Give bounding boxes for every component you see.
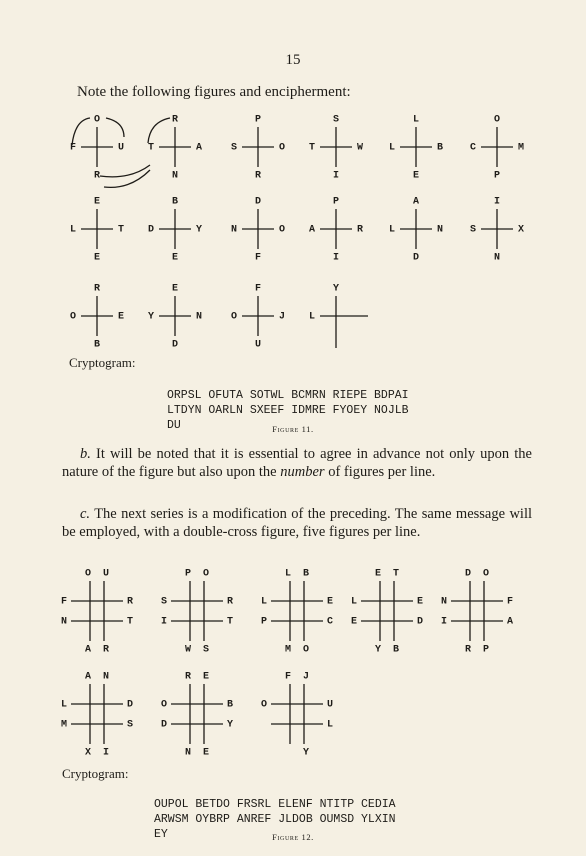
- cross-letter-bottom: R: [464, 644, 472, 656]
- cross-letter-bottom: Y: [374, 644, 382, 656]
- cross-letter-left: L: [308, 311, 316, 323]
- cross-letter-bottom: B: [93, 339, 101, 351]
- cross-letter-left: N: [230, 224, 238, 236]
- cross-letter-bottom: P: [482, 644, 490, 656]
- cross-letter-top: D: [464, 568, 472, 580]
- cryptogram-label-fig12: Cryptogram:: [62, 766, 129, 781]
- cross-letter-right: E: [416, 596, 424, 608]
- cross-letter-top: J: [302, 671, 310, 683]
- cross-letter-bottom: S: [202, 644, 210, 656]
- figure-11-crosses: [70, 115, 524, 351]
- cross-letter-top: O: [482, 568, 490, 580]
- cross-figure: [70, 284, 124, 351]
- cross-letter-right: X: [517, 224, 525, 236]
- cross-letter-left: O: [260, 699, 268, 711]
- intro-text: Note the following figures and encipherment:: [77, 84, 351, 100]
- cross-letter-top: F: [254, 283, 262, 295]
- double-cross-figure: [161, 569, 233, 656]
- cross-letter-bottom: E: [93, 252, 101, 264]
- cross-letter-top: R: [171, 114, 179, 126]
- double-cross-figure: [351, 569, 423, 656]
- cross-letter-bottom: D: [412, 252, 420, 264]
- cross-letter-bottom: N: [171, 170, 179, 182]
- cross-letter-right: Y: [226, 719, 234, 731]
- cross-letter-bottom: X: [84, 747, 92, 759]
- cross-letter-right: R: [126, 596, 134, 608]
- cross-letter-bottom: B: [392, 644, 400, 656]
- cross-letter-right: J: [278, 311, 286, 323]
- cryptogram-line: OUPOL BETDO FRSRL ELENF NTITP CEDIA: [154, 798, 396, 811]
- cross-letter-left: D: [160, 719, 168, 731]
- cross-letter-bottom: Y: [302, 747, 310, 759]
- cross-letter-left: D: [147, 224, 155, 236]
- cross-letter-top: O: [493, 114, 501, 126]
- cross-letter-left: F: [69, 142, 77, 154]
- cross-letter-bottom: R: [254, 170, 262, 182]
- double-cross-figure: [261, 672, 333, 759]
- cross-letter-left: L: [388, 224, 396, 236]
- double-cross-figure: [61, 672, 133, 759]
- cryptogram-label-fig11: Cryptogram:: [69, 355, 136, 370]
- cross-letter-left: T: [147, 142, 155, 154]
- cryptogram-line: DU: [167, 419, 181, 432]
- cross-letter-right: F: [506, 596, 514, 608]
- cryptogram-line: ORPSL OFUTA SOTWL BCMRN RIEPE BDPAI: [167, 389, 409, 402]
- cross-letter-right: C: [326, 616, 334, 628]
- cross-letter-top: R: [93, 283, 101, 295]
- cross-letter-top: E: [171, 283, 179, 295]
- paragraph-c-lead: c.: [80, 506, 91, 522]
- cross-letter-left: S: [160, 596, 168, 608]
- cross-letter-left: N: [440, 596, 448, 608]
- cross-figure: [309, 197, 363, 264]
- cross-figure: [309, 115, 363, 182]
- cross-letter-top: L: [284, 568, 292, 580]
- cross-figure: [231, 284, 285, 351]
- cross-letter-top: R: [184, 671, 192, 683]
- cross-figure: [231, 115, 285, 182]
- cross-figure: [389, 115, 443, 182]
- cross-letter-bottom: E: [202, 747, 210, 759]
- cross-letter-bottom: R: [102, 644, 110, 656]
- cross-letter-left: O: [69, 311, 77, 323]
- cross-letter-right: A: [195, 142, 203, 154]
- cross-letter-left: T: [308, 142, 316, 154]
- cross-letter-bottom: A: [84, 644, 92, 656]
- double-cross-figure: [261, 569, 333, 656]
- cross-letter-bottom: O: [302, 644, 310, 656]
- cross-letter-top: U: [102, 568, 110, 580]
- double-cross-figure: [161, 672, 233, 759]
- cross-letter-top: P: [184, 568, 192, 580]
- cross-letter-top: S: [332, 114, 340, 126]
- cross-letter-left: O: [230, 311, 238, 323]
- cross-letter-top: L: [412, 114, 420, 126]
- cross-letter-top: E: [374, 568, 382, 580]
- cross-figure: [231, 197, 285, 264]
- cross-letter-bottom: N: [493, 252, 501, 264]
- cryptogram-line: LTDYN OARLN SXEEF IDMRE FYOEY NOJLB: [167, 404, 409, 417]
- cross-letter-bottom: I: [102, 747, 110, 759]
- cross-letter-top: I: [493, 196, 501, 208]
- cross-figure: [309, 284, 368, 348]
- cross-letter-right: O: [278, 224, 286, 236]
- cross-letter-left: N: [60, 616, 68, 628]
- cross-letter-right: T: [126, 616, 134, 628]
- cross-letter-left: S: [469, 224, 477, 236]
- cross-letter-left: O: [160, 699, 168, 711]
- route-arrow: [148, 118, 170, 143]
- cross-letter-left: L: [60, 699, 68, 711]
- cross-figure: [470, 197, 524, 264]
- cross-letter-top: O: [84, 568, 92, 580]
- cross-letter-right: S: [126, 719, 134, 731]
- cross-figure: [148, 197, 202, 264]
- cross-letter-bottom: F: [254, 252, 262, 264]
- cross-letter-right: B: [226, 699, 234, 711]
- cross-letter-top: P: [332, 196, 340, 208]
- cross-letter-bottom: U: [254, 339, 262, 351]
- cross-letter-top: A: [84, 671, 92, 683]
- cross-letter-top: D: [254, 196, 262, 208]
- cross-letter-bottom: E: [171, 252, 179, 264]
- cross-letter-right: A: [506, 616, 514, 628]
- cross-letter-right: D: [126, 699, 134, 711]
- paragraph-c: c. The next series is a modification of the preceding. The same message will be employed, with a double-cross figure, five figures per line.: [62, 506, 532, 540]
- cross-letter-top: E: [202, 671, 210, 683]
- cross-figure: [470, 115, 524, 182]
- cross-letter-right: U: [117, 142, 125, 154]
- cross-letter-right: N: [436, 224, 444, 236]
- cross-letter-right: W: [356, 142, 364, 154]
- double-cross-figure: [441, 569, 513, 656]
- cross-figure: [148, 284, 202, 351]
- cross-letter-top: A: [412, 196, 420, 208]
- figure-12-caption: Figure 12.: [272, 832, 314, 842]
- route-arrow: [106, 118, 124, 137]
- cross-letter-left: I: [160, 616, 168, 628]
- cross-letter-left: L: [350, 596, 358, 608]
- cross-letter-right: U: [326, 699, 334, 711]
- cross-letter-bottom: P: [493, 170, 501, 182]
- cross-letter-left: A: [308, 224, 316, 236]
- cross-figure: [70, 197, 124, 264]
- cross-letter-right: R: [356, 224, 364, 236]
- cross-letter-top: T: [392, 568, 400, 580]
- cross-letter-top: P: [254, 114, 262, 126]
- cross-letter-right: T: [226, 616, 234, 628]
- cross-letter-top: B: [302, 568, 310, 580]
- emphasis-number: number: [280, 464, 325, 480]
- cross-letter-bottom: E: [412, 170, 420, 182]
- paragraph-b-lead: b.: [80, 446, 91, 462]
- cross-letter-bottom: R: [93, 170, 101, 182]
- cross-letter-bottom: W: [184, 644, 192, 656]
- cross-letter-left: I: [440, 616, 448, 628]
- cryptogram-line: EY: [154, 828, 168, 841]
- cross-letter-top: O: [202, 568, 210, 580]
- cross-letter-bottom: I: [332, 252, 340, 264]
- cross-letter-right: N: [195, 311, 203, 323]
- cross-letter-bottom: D: [171, 339, 179, 351]
- cross-letter-top: Y: [332, 283, 340, 295]
- cross-letter-left: M: [60, 719, 68, 731]
- route-arrow: [100, 165, 150, 177]
- cross-figure: [389, 197, 443, 264]
- cross-letter-left: L: [260, 596, 268, 608]
- cross-letter-right: E: [326, 596, 334, 608]
- cross-letter-left: S: [230, 142, 238, 154]
- cryptogram-line: ARWSM OYBRP ANREF JLDOB OUMSD YLXIN: [154, 813, 396, 826]
- cross-letter-left: L: [69, 224, 77, 236]
- cross-letter-right: M: [517, 142, 525, 154]
- cross-letter-bottom: M: [284, 644, 292, 656]
- cross-letter-right: T: [117, 224, 125, 236]
- cross-letter-right: R: [226, 596, 234, 608]
- page-number: 15: [285, 52, 301, 68]
- double-cross-figure: [61, 569, 133, 656]
- cross-letter-left: F: [60, 596, 68, 608]
- figure-12-double-crosses: [61, 569, 513, 759]
- cross-letter-left: C: [469, 142, 477, 154]
- cross-letter-top: N: [102, 671, 110, 683]
- cross-letter-left: L: [388, 142, 396, 154]
- route-arrow: [72, 118, 90, 145]
- cross-letter-left: P: [260, 616, 268, 628]
- cross-letter-left: Y: [147, 311, 155, 323]
- cross-letter-bottom: N: [184, 747, 192, 759]
- cross-letter-top: F: [284, 671, 292, 683]
- cross-letter-right: E: [117, 311, 125, 323]
- cross-letter-top: E: [93, 196, 101, 208]
- cross-letter-right: O: [278, 142, 286, 154]
- cross-letter-bottom: I: [332, 170, 340, 182]
- route-arrow: [104, 170, 150, 187]
- cross-letter-right: Y: [195, 224, 203, 236]
- figure-11-caption: Figure 11.: [272, 424, 314, 434]
- paragraph-b: b. It will be noted that it is essential to agree in advance not only upon the nature of the figure but also upon the number of figures per line.: [62, 446, 532, 480]
- cross-letter-right: D: [416, 616, 424, 628]
- cross-letter-right: B: [436, 142, 444, 154]
- cross-letter-left: E: [350, 616, 358, 628]
- cross-letter-top: B: [171, 196, 179, 208]
- cross-letter-right: L: [326, 719, 334, 731]
- cross-letter-top: O: [93, 114, 101, 126]
